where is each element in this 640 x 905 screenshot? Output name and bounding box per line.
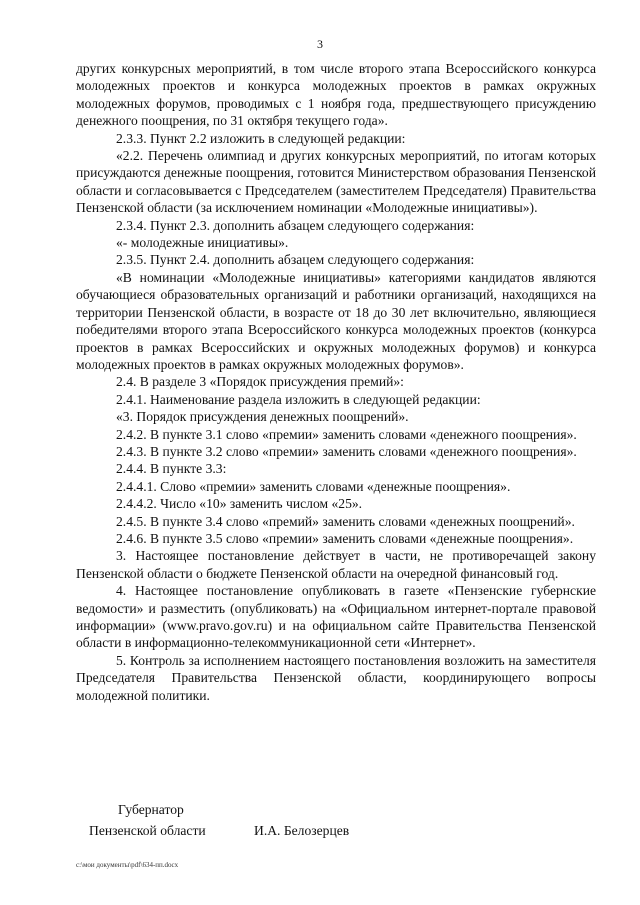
signature-title: Губернатор xyxy=(118,802,184,817)
paragraph-4: 4. Настоящее постановление опубликовать в газете «Пензенские губернские ведомости» и разместить (опубликовать) на «Официальном интернет-портале правовой информации» (www.pravo.gov.ru) и на официальном сайте Правительства Пензенской области в информационно-телекоммуникационной сети «Интернет». xyxy=(76,583,596,651)
paragraph-2-3-5: 2.3.5. Пункт 2.4. дополнить абзацем следующего содержания: xyxy=(116,252,475,268)
footer-file-path: c:\мои документы\pdf\634-пп.docx xyxy=(76,861,179,869)
paragraph-2-4-5: 2.4.5. В пункте 3.4 слово «премий» заменить словами «денежных поощрений». xyxy=(116,513,575,529)
paragraph-2-4-1: 2.4.1. Наименование раздела изложить в следующей редакции: xyxy=(116,391,481,407)
paragraph-2-4-4: 2.4.4. В пункте 3.3: xyxy=(116,461,227,477)
paragraph-2-4-6: 2.4.6. В пункте 3.5 слово «премии» заменить словами «денежные поощрения». xyxy=(116,530,574,546)
paragraph-2-4-3: 2.4.3. В пункте 3.2 слово «премии» заменить словами «денежного поощрения». xyxy=(116,443,577,459)
paragraph-youth-initiatives: «- молодежные инициативы». xyxy=(116,235,289,251)
paragraph-continuation: других конкурсных мероприятий, в том числе второго этапа Всероссийского конкурса молодежных проектов и конкурса молодежных проектов в рамках окружных молодежных форумов, проводимых с 1 ноября года, предшествующего присуждению денежного поощрения, по 31 октября текущего года». xyxy=(76,61,596,129)
paragraph-5: 5. Контроль за исполнением настоящего постановления возложить на заместителя Председателя Правительства Пензенской области, координирующего вопросы молодежной политики. xyxy=(76,652,596,703)
paragraph-2-3-4: 2.3.4. Пункт 2.3. дополнить абзацем следующего содержания: xyxy=(116,217,475,233)
paragraph-2-2-text: «2.2. Перечень олимпиад и других конкурсных мероприятий, по итогам которых присуждаются денежные поощрения, готовится Министерством образования Пензенской области и согласовывается с Председателем (заместителем Председателя) Правительства Пензенской области (за исключением номинации «Молодежные инициативы»). xyxy=(76,148,596,216)
paragraph-2-4-2: 2.4.2. В пункте 3.1 слово «премии» заменить словами «денежного поощрения». xyxy=(116,426,577,442)
signature-name: И.А. Белозерцев xyxy=(254,823,350,838)
paragraph-2-4: 2.4. В разделе 3 «Порядок присуждения премий»: xyxy=(116,374,404,390)
signature-region: Пензенской области xyxy=(89,823,206,838)
page-number: 3 xyxy=(317,37,323,51)
document-body xyxy=(76,60,596,704)
paragraph-2-4-4-1: 2.4.4.1. Слово «премии» заменить словами «денежные поощрения». xyxy=(116,478,511,494)
paragraph-nomination-text: «В номинации «Молодежные инициативы» категориями кандидатов являются обучающиеся образовательных организаций и работники организаций, находящихся на территории Пензенской области, в возрасте от 18 до 30 лет включительно, являющиеся победителями второго этапа Всероссийского конкурса молодежных проектов (конкурса проектов в рамках Всероссийских и окружных молодежных форумов) и конкурса молодежных проектов в рамках окружных молодежных форумов». xyxy=(76,269,596,372)
paragraph-section-title: «3. Порядок присуждения денежных поощрений». xyxy=(116,409,409,425)
paragraph-3: 3. Настоящее постановление действует в части, не противоречащей закону Пензенской области о бюджете Пензенской области на очередной финансовый год. xyxy=(76,548,596,581)
paragraph-2-3-3: 2.3.3. Пункт 2.2 изложить в следующей редакции: xyxy=(116,130,406,146)
paragraph-2-4-4-2: 2.4.4.2. Число «10» заменить числом «25». xyxy=(116,496,363,512)
